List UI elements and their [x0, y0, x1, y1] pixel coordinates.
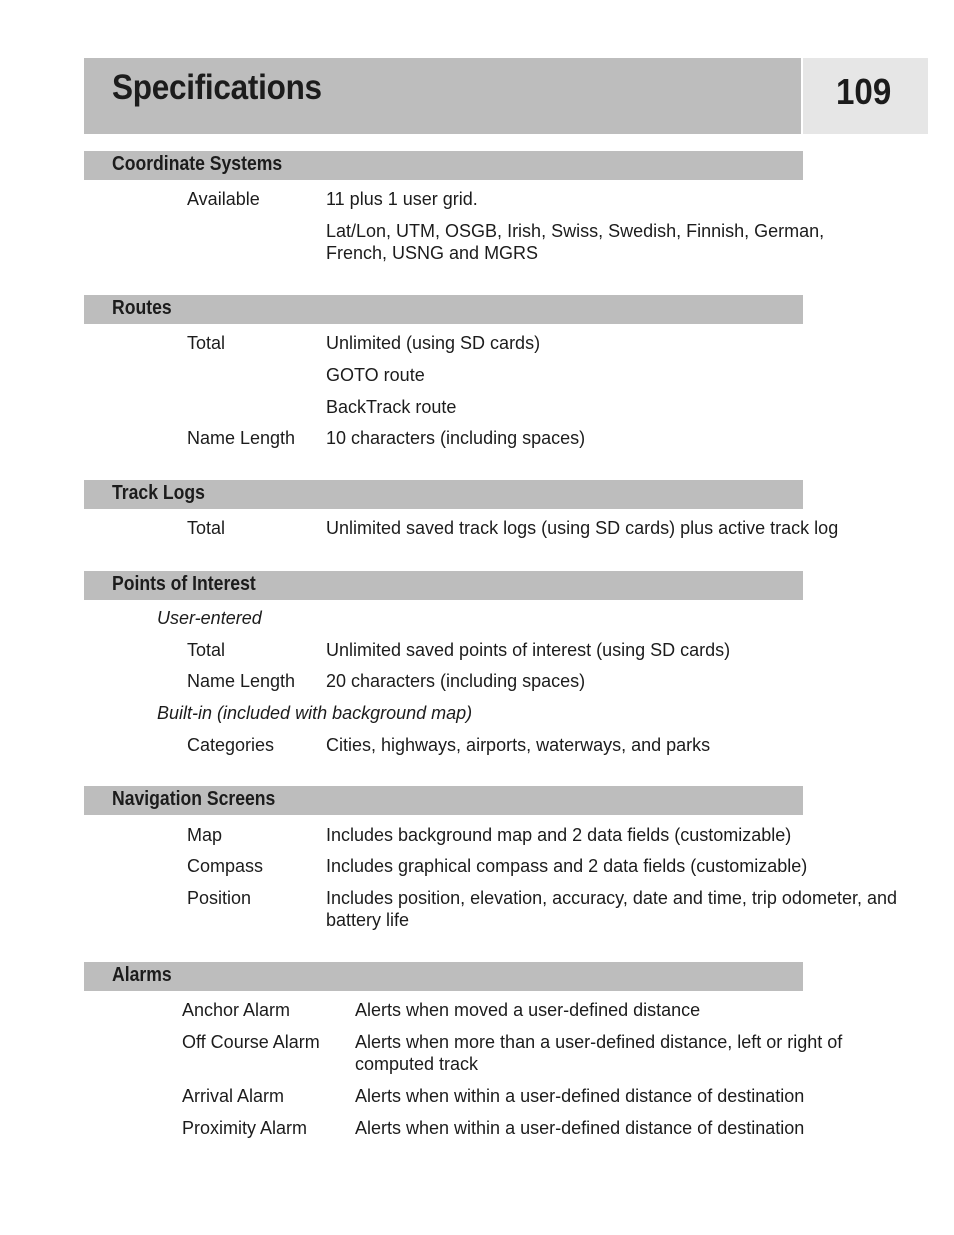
section-track-logs: [84, 480, 803, 509]
spec-label-proximity-alarm: Proximity Alarm: [182, 1118, 308, 1138]
spec-label-total: Total: [187, 333, 226, 353]
spec-value-total: Unlimited saved track logs (using SD cards) plus active track log: [326, 518, 839, 538]
spec-value-goto-route: GOTO route: [326, 365, 425, 385]
page-number: 109: [836, 71, 892, 112]
spec-value-grid-list: Lat/Lon, UTM, OSGB, Irish, Swiss, Swedish, Finnish, German, French, USNG and MGRS: [326, 221, 825, 263]
section-title: Track Logs: [112, 482, 205, 504]
spec-label-categories: Categories: [187, 735, 275, 755]
spec-value-proximity-alarm: Alerts when within a user-defined distance of destination: [355, 1118, 805, 1138]
spec-value-map: Includes background map and 2 data fields (customizable): [326, 825, 792, 845]
spec-label-off-course-alarm: Off Course Alarm: [182, 1032, 320, 1052]
spec-label-compass: Compass: [187, 856, 264, 876]
spec-value-backtrack-route: BackTrack route: [326, 397, 457, 417]
page-title: Specifications: [112, 68, 322, 107]
spec-value-name-length: 20 characters (including spaces): [326, 671, 586, 691]
spec-value-compass: Includes graphical compass and 2 data fields (customizable): [326, 856, 808, 876]
spec-label-available: Available: [187, 189, 260, 209]
spec-label-name-length: Name Length: [187, 671, 296, 691]
spec-value-off-course-alarm: Alerts when more than a user-defined distance, left or right of computed track: [355, 1032, 843, 1074]
spec-value-arrival-alarm: Alerts when within a user-defined distance of destination: [355, 1086, 805, 1106]
spec-label-arrival-alarm: Arrival Alarm: [182, 1086, 285, 1106]
spec-label-total: Total: [187, 640, 226, 660]
spec-label-anchor-alarm: Anchor Alarm: [182, 1000, 291, 1020]
section-title: Routes: [112, 297, 172, 319]
section-points-of-interest: [84, 571, 803, 600]
section-coordinate-systems: [84, 151, 803, 180]
subheading-user-entered: User-entered: [157, 608, 262, 628]
spec-value-categories: Cities, highways, airports, waterways, and parks: [326, 735, 711, 755]
spec-label-name-length: Name Length: [187, 428, 296, 448]
section-title: Coordinate Systems: [112, 153, 283, 175]
section-title: Alarms: [112, 964, 172, 986]
spec-value-anchor-alarm: Alerts when moved a user-defined distance: [355, 1000, 701, 1020]
subheading-built-in: Built-in (included with background map): [157, 703, 473, 723]
spec-label-total: Total: [187, 518, 226, 538]
spec-value-total: Unlimited saved points of interest (using SD cards): [326, 640, 731, 660]
section-alarms: [84, 962, 803, 991]
section-title: Points of Interest: [112, 573, 256, 595]
section-routes: [84, 295, 803, 324]
section-title: Navigation Screens: [112, 788, 276, 810]
spec-value-name-length: 10 characters (including spaces): [326, 428, 586, 448]
spec-label-map: Map: [187, 825, 223, 845]
section-navigation-screens: [84, 786, 803, 815]
spec-label-position: Position: [187, 888, 252, 908]
spec-value-position: Includes position, elevation, accuracy, date and time, trip odometer, and battery life: [326, 888, 897, 930]
spec-value-total: Unlimited (using SD cards): [326, 333, 541, 353]
spec-value-available: 11 plus 1 user grid.: [326, 189, 478, 209]
